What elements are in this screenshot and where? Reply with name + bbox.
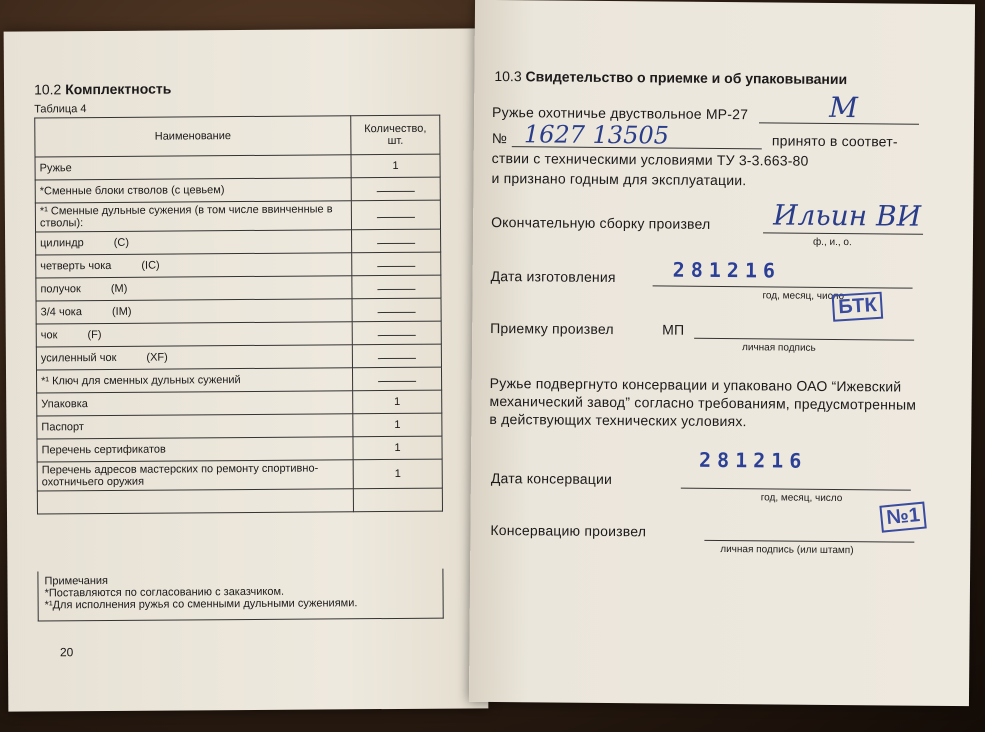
- made-date-label: Дата изготовления: [490, 267, 616, 286]
- conservation-date-underline: [681, 488, 911, 491]
- table-row: [36, 344, 441, 370]
- row-name-text: Паспорт: [41, 421, 84, 434]
- row-name-text: Упаковка: [41, 398, 88, 411]
- row-code: (M): [110, 282, 128, 295]
- table-row: [37, 459, 442, 491]
- row-name-text: Перечень сертификатов: [41, 443, 166, 457]
- made-date-caption: год, месяц, число: [762, 290, 845, 303]
- table-row: [37, 488, 442, 514]
- row-qty: [352, 321, 441, 345]
- acceptance-label: Приемку произвел: [490, 319, 614, 338]
- row-name: [36, 322, 352, 347]
- table-row: [36, 367, 441, 393]
- note-2: *¹Для исполнения ружья со сменными дульными сужениями.: [44, 597, 358, 612]
- table-row: [36, 298, 441, 324]
- conservation-date-stamp: 281216: [698, 447, 808, 473]
- section-heading: Комплектность: [65, 80, 172, 98]
- left-page: [4, 28, 489, 711]
- row-qty: [352, 229, 441, 253]
- qty-dash: [378, 329, 416, 336]
- conservation-by-underline: [704, 540, 914, 543]
- row-name-text: четверть чока: [40, 259, 112, 273]
- conservation-date-label: Дата консервации: [490, 469, 613, 488]
- table-row: [37, 436, 442, 462]
- section-title-acceptance: [494, 68, 847, 87]
- row-name: [35, 155, 351, 180]
- assembly-underline: [763, 232, 923, 234]
- conservation-caption: личная подпись (или штамп): [720, 543, 854, 557]
- right-page: [469, 0, 975, 706]
- page-number: 20: [59, 645, 74, 660]
- row-name-text: 3/4 чока: [40, 306, 83, 319]
- row-code: (XF): [146, 351, 168, 364]
- qty-dash: [377, 185, 415, 192]
- row-name: [35, 201, 351, 232]
- assembly-signature: Ильин ВИ: [773, 198, 922, 233]
- row-qty: [352, 344, 441, 368]
- row-name: [37, 391, 353, 416]
- row-name: [36, 253, 352, 278]
- qty-dash: [378, 352, 416, 359]
- row-qty: [353, 488, 442, 512]
- table-caption: Таблица 4: [34, 103, 87, 116]
- table-row: [36, 275, 441, 301]
- made-date-stamp: 281216: [672, 257, 782, 283]
- row-qty: 1: [353, 413, 442, 437]
- assembly-label: Окончательную сборку произвел: [491, 213, 711, 232]
- table-row: [37, 390, 442, 416]
- row-name: [35, 178, 351, 203]
- fit-for-use-text: и признано годным для эксплуатации.: [491, 169, 747, 189]
- row-name-text: чок: [40, 329, 58, 342]
- qty-dash: [378, 375, 416, 382]
- qty-dash: [377, 260, 415, 267]
- row-qty: 1: [353, 459, 442, 489]
- row-name: [37, 414, 353, 439]
- section-heading: Свидетельство о приемке и об упаковывании: [525, 68, 848, 88]
- row-qty: 1: [353, 436, 442, 460]
- row-code: (С): [113, 236, 130, 249]
- note-1: *Поставляются по согласованию с заказчиком.: [44, 585, 285, 600]
- model-suffix-handwritten: М: [829, 90, 858, 125]
- table-row: [35, 177, 440, 203]
- conservation-date-caption: год, месяц, число: [760, 492, 843, 505]
- row-name-text: усиленный чок: [40, 351, 117, 365]
- made-date-underline: [653, 285, 913, 288]
- acceptance-caption: личная подпись: [741, 342, 816, 354]
- assembly-caption: ф., и., о.: [812, 236, 852, 249]
- row-name: [36, 276, 352, 301]
- qty-dash: [377, 211, 415, 218]
- row-name: [36, 299, 352, 324]
- row-qty: [352, 275, 441, 299]
- row-name-text: *Сменные блоки стволов (с цевьем): [39, 184, 225, 198]
- row-name-text: *¹ Ключ для сменных дульных сужений: [41, 374, 241, 388]
- table-header-row: [35, 115, 440, 157]
- row-name: [36, 368, 352, 393]
- row-name-text: Ружье: [39, 162, 72, 175]
- section-title-completeness: [34, 81, 171, 98]
- row-name: [36, 230, 352, 255]
- conservation-by-label: Консервацию произвел: [490, 521, 647, 540]
- row-code: (IM): [111, 305, 132, 318]
- tech-conditions-text: ствии с техническими условиями ТУ 3-3.663-80: [491, 149, 809, 169]
- row-name: [36, 345, 352, 370]
- qty-dash: [377, 237, 415, 244]
- row-code: (IC): [141, 259, 160, 272]
- table-row: [36, 252, 441, 278]
- serial-handwritten: 1627 13505: [523, 120, 670, 150]
- row-name: [37, 489, 353, 514]
- number-sign: №: [491, 129, 508, 147]
- table-row: [35, 200, 440, 232]
- table-row: [37, 413, 442, 439]
- row-name: [37, 437, 353, 462]
- header-name: Наименование: [35, 116, 351, 157]
- row-name-text: получок: [40, 283, 81, 296]
- conservation-stamp: №1: [879, 501, 927, 532]
- qty-dash: [377, 283, 415, 290]
- table-row: [36, 321, 441, 347]
- accepted-text: принято в соответ-: [771, 132, 898, 150]
- mp-label: МП: [662, 321, 685, 338]
- notes-title: Примечания: [44, 574, 109, 588]
- row-name-text: Перечень адресов мастерских по ремонту спортивно-охотничьего оружия: [41, 462, 319, 489]
- row-qty: [352, 298, 441, 322]
- header-qty: Количество, шт.: [351, 115, 440, 155]
- row-qty: 1: [353, 390, 442, 414]
- qty-dash: [378, 306, 416, 313]
- conservation-text: Ружье подвергнуто консервации и упаковано ОАО “Ижевский механический завод” согласно требованиям, предусмотренным в действующих технических условиях.: [489, 374, 917, 430]
- section-number: 10.2: [33, 81, 62, 98]
- table-row: [35, 154, 440, 180]
- row-name-text: *¹ Сменные дульные сужения (в том числе ввинченные в стволы):: [39, 203, 333, 230]
- row-qty: [351, 200, 440, 230]
- completeness-table: [34, 115, 443, 515]
- gun-model-line: Ружье охотничье двуствольное МР-27: [492, 103, 749, 123]
- row-name-text: цилиндр: [40, 237, 84, 250]
- acceptance-stamp: БТК: [832, 292, 884, 322]
- row-name: [37, 460, 353, 491]
- row-qty: 1: [351, 154, 440, 178]
- acceptance-underline: [694, 338, 914, 341]
- row-qty: [351, 177, 440, 201]
- section-number: 10.3: [494, 68, 522, 85]
- row-qty: [352, 252, 441, 276]
- notes-box: [37, 569, 443, 622]
- row-code: (F): [87, 329, 102, 342]
- row-qty: [352, 367, 441, 391]
- table-row: [36, 229, 441, 255]
